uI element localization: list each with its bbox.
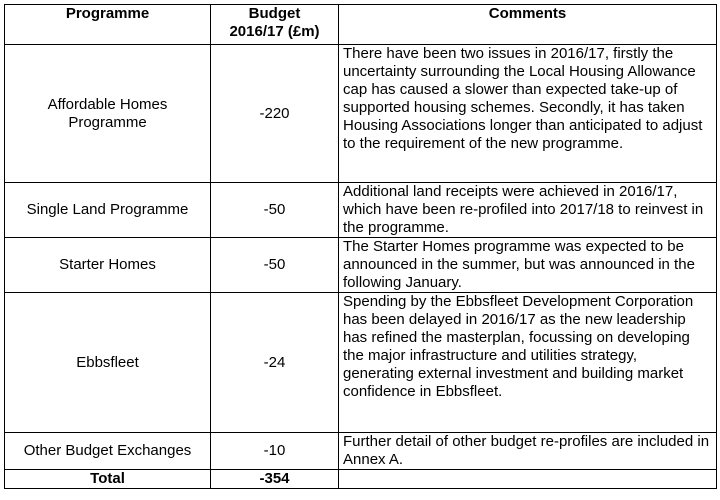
row-comment: The Starter Homes programme was expected to be announced in the summer, but was announced in the following January.	[339, 238, 717, 293]
total-comment	[339, 470, 717, 489]
total-budget: -354	[211, 470, 339, 489]
row-programme: Affordable Homes Programme	[5, 45, 211, 183]
row-comment: There have been two issues in 2016/17, firstly the uncertainty surrounding the Local Housing Allowance cap has caused a slower than expected take-up of supported housing schemes. Secondly, it has taken Housing Associations longer than anticipated to adjust to the requirement of the new programme.	[339, 45, 717, 183]
header-budget-line2: 2016/17 (£m)	[229, 23, 320, 40]
row-budget: -50	[211, 183, 339, 238]
table-row	[5, 183, 717, 238]
row-budget: -50	[211, 238, 339, 293]
row-programme: Ebbsfleet	[5, 293, 211, 433]
row-comment: Further detail of other budget re-profiles are included in Annex A.	[339, 433, 717, 470]
header-programme: Programme	[5, 5, 211, 45]
total-row	[5, 470, 717, 489]
header-budget-line1: Budget	[248, 5, 301, 22]
table-row	[5, 433, 717, 470]
header-comments: Comments	[339, 5, 717, 45]
table-row	[5, 238, 717, 293]
row-budget: -24	[211, 293, 339, 433]
header-budget	[211, 5, 339, 45]
row-comment: Spending by the Ebbsfleet Development Corporation has been delayed in 2016/17 as the new leadership has refined the masterplan, focussing on developing the major infrastructure and utilities strategy, generating external investment and building market confidence in Ebbsfleet.	[339, 293, 717, 433]
budget-table	[4, 4, 717, 489]
table-row	[5, 293, 717, 433]
row-programme: Single Land Programme	[5, 183, 211, 238]
row-programme: Starter Homes	[5, 238, 211, 293]
table-row	[5, 45, 717, 183]
row-comment: Additional land receipts were achieved in 2016/17, which have been re-profiled into 2017/18 to reinvest in the programme.	[339, 183, 717, 238]
row-budget: -220	[211, 45, 339, 183]
total-label: Total	[5, 470, 211, 489]
header-row	[5, 5, 717, 45]
row-budget: -10	[211, 433, 339, 470]
row-programme: Other Budget Exchanges	[5, 433, 211, 470]
